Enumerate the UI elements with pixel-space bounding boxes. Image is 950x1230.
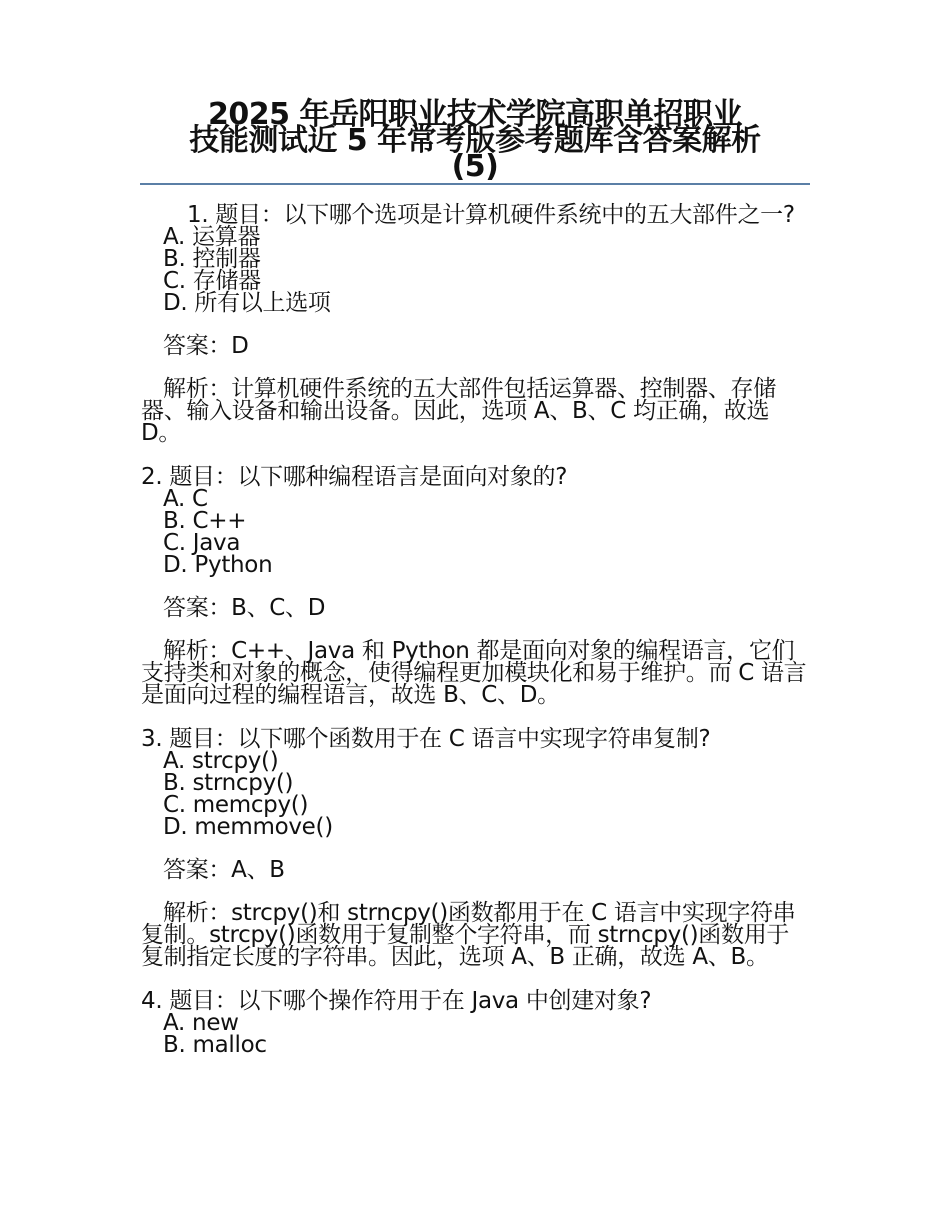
question-4-options [141, 1012, 811, 1056]
title-line-2: 技能测试近 5 年常考版参考题库含答案解析 [189, 123, 761, 158]
question-1-text: 1. 题目：以下哪个选项是计算机硬件系统中的五大部件之一? [187, 202, 795, 228]
question-4-option-b: B. malloc [163, 1032, 267, 1058]
title-divider [140, 183, 810, 185]
question-1-answer: 答案：D [163, 333, 249, 359]
question-1-option-c: C. 存储器 [163, 268, 261, 294]
question-3-option-c: C. memcpy() [163, 792, 309, 818]
question-1-options [141, 226, 811, 314]
question-3-option-a: A. strcpy() [163, 748, 279, 774]
question-1-option-b: B. 控制器 [163, 246, 261, 272]
question-2-options [141, 488, 811, 576]
question-3-option-b: B. strncpy() [163, 770, 294, 796]
question-1-explanation: 解析：计算机硬件系统的五大部件包括运算器、控制器、存储器、输入设备和输出设备。因此，选项 A、B、C 均正确，故选 D。 [141, 376, 776, 446]
document-body [141, 204, 811, 1056]
title-line-3: (5) [451, 149, 499, 184]
question-4-option-a: A. new [163, 1010, 239, 1036]
question-1-option-a: A. 运算器 [163, 224, 261, 250]
document-title [140, 97, 810, 184]
question-3-explanation: 解析：strcpy()和 strncpy()函数都用于在 C 语言中实现字符串复制。strcpy()函数用于复制整个字符串，而 strncpy()函数用于复制指定长度的字符串。因此，选项 A、B 正确，故选 A、B。 [141, 900, 796, 970]
question-3-options [141, 750, 811, 838]
question-2-text: 2. 题目：以下哪种编程语言是面向对象的? [141, 464, 568, 490]
question-4-text: 4. 题目：以下哪个操作符用于在 Java 中创建对象? [141, 988, 652, 1014]
question-2-answer: 答案：B、C、D [163, 595, 326, 621]
question-2-option-c: C. Java [163, 530, 241, 556]
question-3-text: 3. 题目：以下哪个函数用于在 C 语言中实现字符串复制? [141, 726, 711, 752]
title-line-1: 2025 年岳阳职业技术学院高职单招职业 [208, 97, 742, 132]
question-2-option-d: D. Python [163, 552, 273, 578]
question-3-answer: 答案：A、B [163, 857, 285, 883]
question-2-option-a: A. C [163, 486, 208, 512]
question-2-option-b: B. C++ [163, 508, 247, 534]
question-1-option-d: D. 所有以上选项 [163, 290, 331, 316]
question-3-option-d: D. memmove() [163, 814, 333, 840]
question-2-explanation: 解析：C++、Java 和 Python 都是面向对象的编程语言，它们支持类和对象的概念，使得编程更加模块化和易于维护。而 C 语言是面向过程的编程语言，故选 B、C、D。 [141, 638, 807, 708]
